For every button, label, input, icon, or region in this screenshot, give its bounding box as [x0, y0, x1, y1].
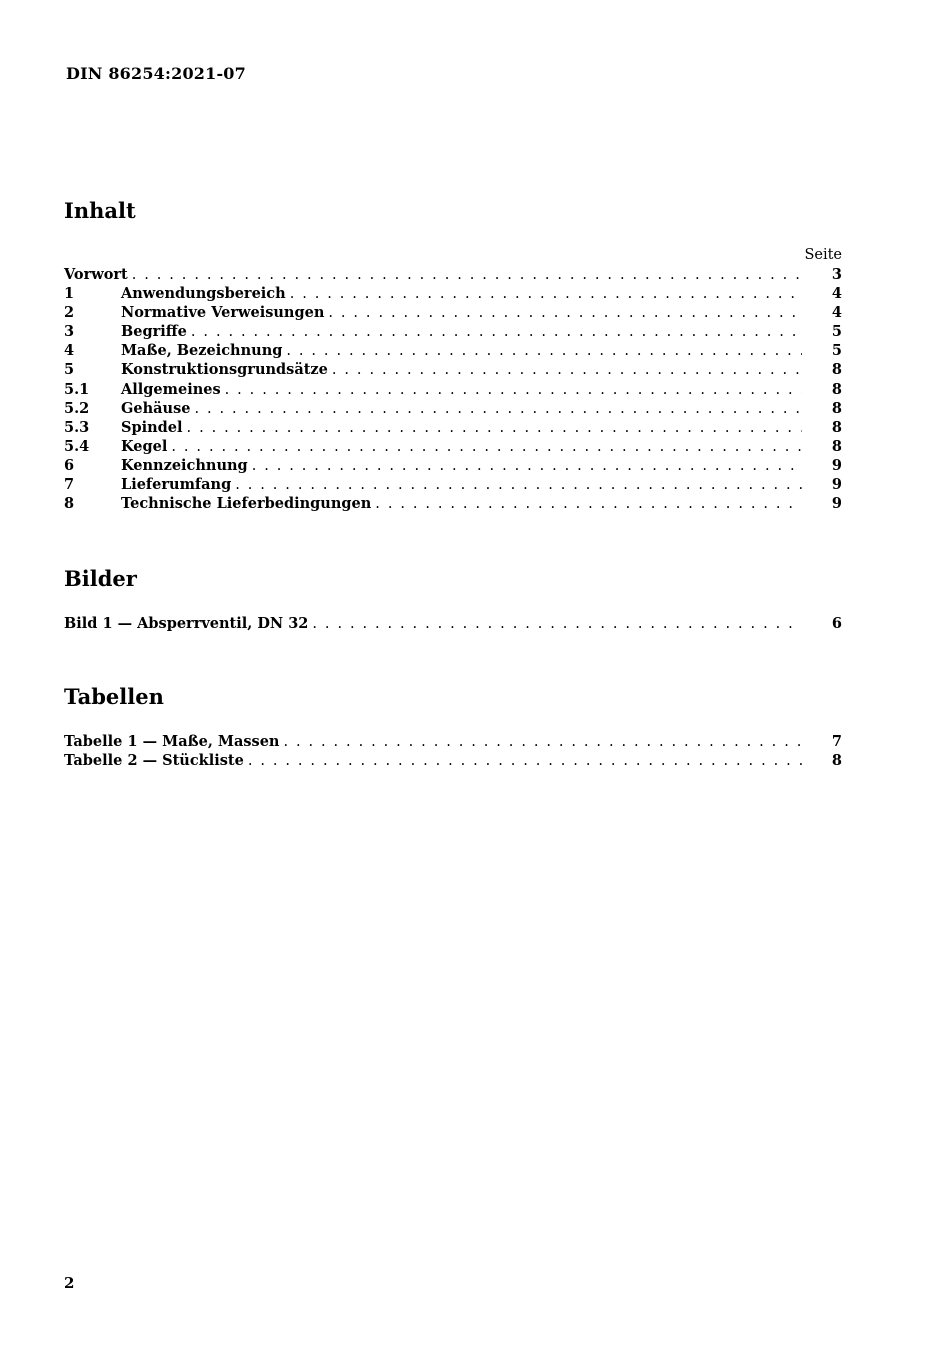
leader-dots [375, 495, 802, 514]
tables-list [64, 732, 842, 770]
toc-entry-title: Begriffe [121, 322, 191, 341]
toc-entry-page: 8 [831, 437, 842, 455]
toc-entry[interactable] [64, 380, 842, 399]
leader-dots [235, 476, 802, 495]
contents-list [64, 265, 842, 513]
table-entry-page: 8 [831, 752, 842, 770]
toc-entry[interactable] [64, 456, 842, 475]
toc-entry[interactable] [64, 322, 842, 341]
leader-dots [290, 285, 802, 304]
toc-entry-title: Kegel [121, 437, 171, 456]
toc-entry-page: 5 [831, 342, 842, 360]
table-entry-title: Tabelle 1 — Maße, Massen [64, 732, 283, 751]
toc-entry-title: Lieferumfang [121, 475, 235, 494]
toc-entry-title: Spindel [121, 418, 187, 437]
figure-entry-title: Bild 1 — Absperrventil, DN 32 [64, 614, 312, 633]
table-entry-title: Tabelle 2 — Stückliste [64, 751, 248, 770]
table-entry-page: 7 [831, 733, 842, 750]
toc-entry-page: 4 [831, 285, 842, 303]
leader-dots [252, 457, 802, 476]
toc-entry[interactable] [64, 265, 842, 284]
toc-entry-title: Anwendungsbereich [121, 284, 290, 303]
toc-entry-number: 6 [64, 456, 75, 474]
toc-entry-number: 3 [64, 323, 75, 341]
toc-entry-number: 5.2 [64, 399, 90, 417]
leader-dots [312, 615, 802, 634]
toc-entry[interactable] [64, 475, 842, 494]
toc-entry[interactable] [64, 399, 842, 418]
toc-entry-page: 3 [831, 266, 842, 283]
toc-entry[interactable] [64, 303, 842, 322]
toc-entry[interactable] [64, 418, 842, 437]
toc-entry[interactable] [64, 494, 842, 513]
figure-entry-page: 6 [831, 615, 842, 632]
toc-entry-title: Vorwort [64, 265, 132, 284]
toc-entry-number: 1 [64, 285, 75, 303]
leader-dots [132, 266, 802, 285]
toc-entry-page: 9 [831, 456, 842, 474]
page-number: 2 [64, 1274, 75, 1292]
toc-entry-number: 5.1 [64, 380, 90, 398]
leader-dots [191, 323, 802, 342]
toc-entry-number: 5.3 [64, 418, 90, 436]
toc-entry-title: Kennzeichnung [121, 456, 252, 475]
toc-entry-page: 8 [831, 380, 842, 398]
toc-entry-number: 8 [64, 495, 75, 513]
leader-dots [286, 342, 802, 361]
toc-entry-page: 9 [831, 495, 842, 513]
leader-dots [194, 400, 802, 419]
toc-entry-number: 5.4 [64, 437, 90, 455]
toc-entry-title: Allgemeines [121, 380, 225, 399]
toc-entry-number: 4 [64, 342, 75, 360]
toc-entry-number: 2 [64, 304, 75, 322]
toc-entry-title: Technische Lieferbedingungen [121, 494, 375, 513]
leader-dots [248, 752, 802, 771]
toc-entry-page: 8 [831, 399, 842, 417]
toc-entry-title: Normative Verweisungen [121, 303, 328, 322]
tables-heading: Tabellen [64, 684, 164, 709]
toc-entry-title: Gehäuse [121, 399, 194, 418]
figure-entry[interactable] [64, 614, 842, 633]
toc-entry-number: 7 [64, 476, 75, 494]
leader-dots [225, 381, 802, 400]
toc-entry-page: 5 [831, 323, 842, 341]
toc-entry-number: 5 [64, 361, 75, 379]
figures-heading: Bilder [64, 566, 137, 591]
figures-list [64, 614, 842, 633]
toc-entry[interactable] [64, 341, 842, 360]
toc-entry[interactable] [64, 284, 842, 303]
table-entry[interactable] [64, 751, 842, 770]
toc-entry-title: Konstruktionsgrundsätze [121, 360, 332, 379]
leader-dots [328, 304, 802, 323]
contents-heading: Inhalt [64, 198, 136, 223]
toc-entry[interactable] [64, 360, 842, 379]
leader-dots [171, 438, 802, 457]
document-id: DIN 86254:2021-07 [66, 64, 246, 83]
toc-entry[interactable] [64, 437, 842, 456]
leader-dots [332, 361, 802, 380]
leader-dots [283, 733, 802, 752]
leader-dots [187, 419, 802, 438]
toc-entry-page: 4 [831, 304, 842, 322]
toc-entry-page: 8 [831, 418, 842, 436]
toc-entry-title: Maße, Bezeichnung [121, 341, 286, 360]
page-column-label: Seite [804, 247, 842, 263]
toc-entry-page: 8 [831, 361, 842, 379]
table-entry[interactable] [64, 732, 842, 751]
toc-entry-page: 9 [831, 476, 842, 494]
